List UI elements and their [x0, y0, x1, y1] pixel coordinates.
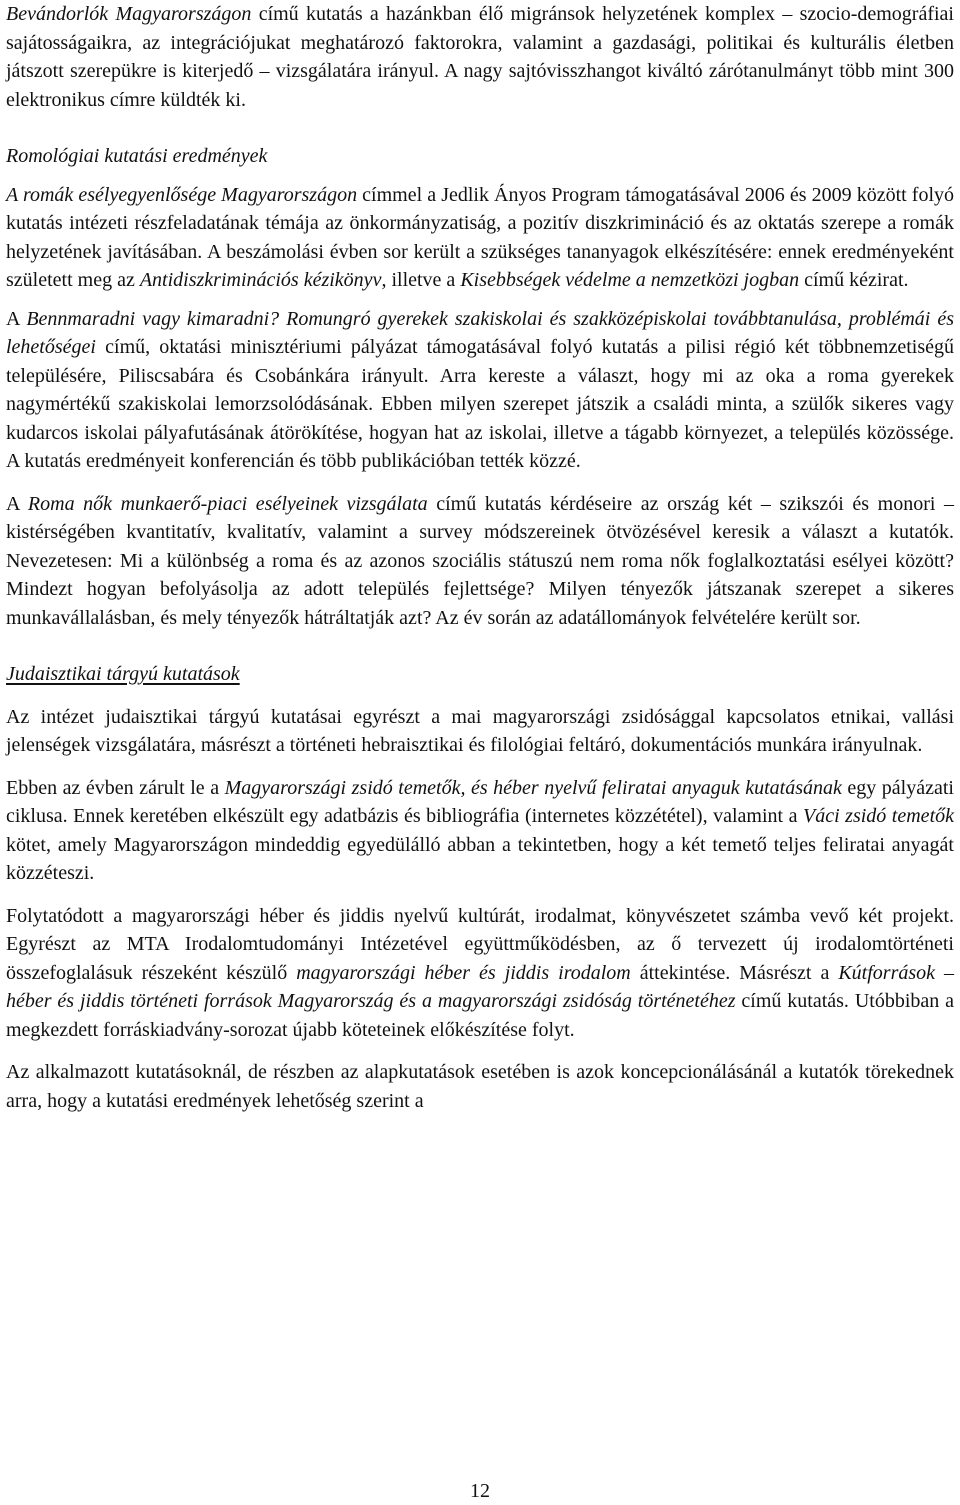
- title-italic: Magyarországi zsidó temetők, és héber nyelvű feliratai anyaguk kutatásának: [224, 776, 842, 799]
- title-italic: Bennmaradni vagy kimaradni? Romungró gyerekek szakiskolai és szakközépiskolai továbbtanulása, problémái és lehetőségei: [6, 307, 954, 358]
- paragraph-hebrew-yiddish: [6, 902, 954, 1045]
- paragraph-applied-research: Az alkalmazott kutatásoknál, de részben az alapkutatások esetében is azok koncepcionálásánál a kutatók törekednek arra, hogy a kutatási eredmények lehetőség szerint a: [6, 1061, 954, 1112]
- paragraph-roma-women: [6, 490, 954, 633]
- document-page: [6, 0, 954, 1115]
- paragraph-roma-equal-opportunity: [6, 181, 954, 295]
- title-italic: Roma nők munkaerő-piaci esélyeinek vizsgálata: [27, 492, 428, 515]
- title-italic: Bevándorlók Magyarországon: [6, 3, 252, 25]
- title-italic: A romák esélyegyenlősége Magyarországon: [6, 183, 358, 206]
- paragraph-text: címmel a Jedlik Ányos Program támogatásával 2006 és 2009 között folyó kutatás intézeti részfeladatának témája az önkormányzatiság, a pozitív diszkrimináció és az oktatás szerepe a romák helyzetének javításában. A beszámolási évben sor került a szükséges tananyagok elkészítésére: ennek eredményeként született meg az: [6, 183, 954, 291]
- paragraph-text: Folytatódott a magyarországi héber és jiddis nyelvű kultúrát, irodalmat, könyvészetet számba vevő két projekt. Egyrészt az MTA Irodalomtudományi Intézetével együttműködésben, az ő tervezett új irodalomtörténeti összefoglalásuk részeként készülő: [6, 904, 954, 984]
- paragraph-text: című kutatás. Utóbbiban a megkezdett forráskiadvány-sorozat újabb köteteinek előkészítése folyt.: [6, 990, 955, 1041]
- section-heading-judaistics: Judaisztikai tárgyú kutatások: [6, 663, 240, 685]
- section-heading-romology: Romológiai kutatási eredmények: [6, 145, 268, 167]
- paragraph-text: , illetve a: [381, 269, 461, 291]
- title-italic: Antidiszkriminációs kézikönyv: [139, 269, 382, 291]
- paragraph-text: című kutatás kérdéseire az ország két – szikszói és monori – kistérségében kvantitatív, kvalitatív, valamint a survey módszereinek ötvözésével keresik a választ a kutatók. Nevezetesen: Mi a különbség a roma és az azonos szociális státuszú nem roma nők foglalkoztatási esélyei között? Mindezt hogyan befolyásolja az adott település fejlettsége? Milyen tényezők játszanak szerepet a sikeres munkavállalásban, és mely tényezők hátráltatják azt? Az év során az adatállományok felvételére került sor.: [6, 492, 955, 629]
- paragraph-migrants: [6, 0, 954, 114]
- paragraph-text: A: [6, 307, 27, 330]
- paragraph-text: Ebben az évben zárult le a: [6, 776, 225, 799]
- paragraph-text: című kézirat.: [799, 269, 909, 291]
- paragraph-text: kötet, amely Magyarországon mindeddig egyedülálló abban a tekintetben, hogy a két temető teljes feliratai anyagát közzéteszi.: [6, 833, 954, 884]
- title-italic: magyarországi héber és jiddis irodalom: [296, 961, 631, 984]
- paragraph-romungro-children: [6, 305, 954, 476]
- paragraph-judaistics-intro: Az intézet judaisztikai tárgyú kutatásai egyrészt a mai magyarországi zsidósággal kapcsolatos etnikai, vallási jelenségek vizsgálatára, másrészt a történeti hebraisztikai és filológiai feltáró, dokumentációs munkára irányulnak.: [6, 705, 954, 756]
- paragraph-text: című, oktatási minisztériumi pályázat támogatásával folyó kutatás a pilisi régió két többnemzetiségű településére, Piliscsabára és Csobánkára irányult. Arra kereste a választ, hogy mi az oka a roma gyerekek nagymértékű szakiskolai lemorzsolódásának. Ebben milyen szerepet játszik a családi minta, a szülők sikeres vagy kudarcos iskolai pályafutásának átörökítése, hogyan hat az iskolai, illetve a tágabb környezet, a település közössége. A kutatás eredményeit konferencián és több publikációban tették közzé.: [6, 336, 954, 472]
- paragraph-text: című kutatás a hazánkban élő migránsok helyzetének komplex – szocio-demográfiai sajátosságaikra, az integrációjukat meghatározó faktorokra, valamint a gazdasági, politikai és kulturális életben játszott szerepükre is kiterjedő – vizsgálatára irányul. A nagy sajtóvisszhangot kiváltó zárótanulmányt több mint 300 elektronikus címre küldték ki.: [6, 3, 954, 111]
- paragraph-text: áttekintése. Másrészt a: [630, 961, 839, 984]
- paragraph-jewish-cemeteries: [6, 774, 954, 888]
- title-italic: Kisebbségek védelme a nemzetközi jogban: [460, 269, 800, 291]
- page-number: 12: [470, 1480, 490, 1502]
- paragraph-text: egy pályázati ciklusa. Ennek keretében elkészült egy adatbázis és bibliográfia (internetes közzététel), valamint a: [6, 776, 954, 827]
- title-italic: Kútforrások – héber és jiddis történeti források Magyarország és a magyarországi zsidóság történetéhez: [6, 961, 955, 1012]
- title-italic: Váci zsidó temetők: [803, 805, 954, 827]
- paragraph-text: A: [6, 492, 28, 515]
